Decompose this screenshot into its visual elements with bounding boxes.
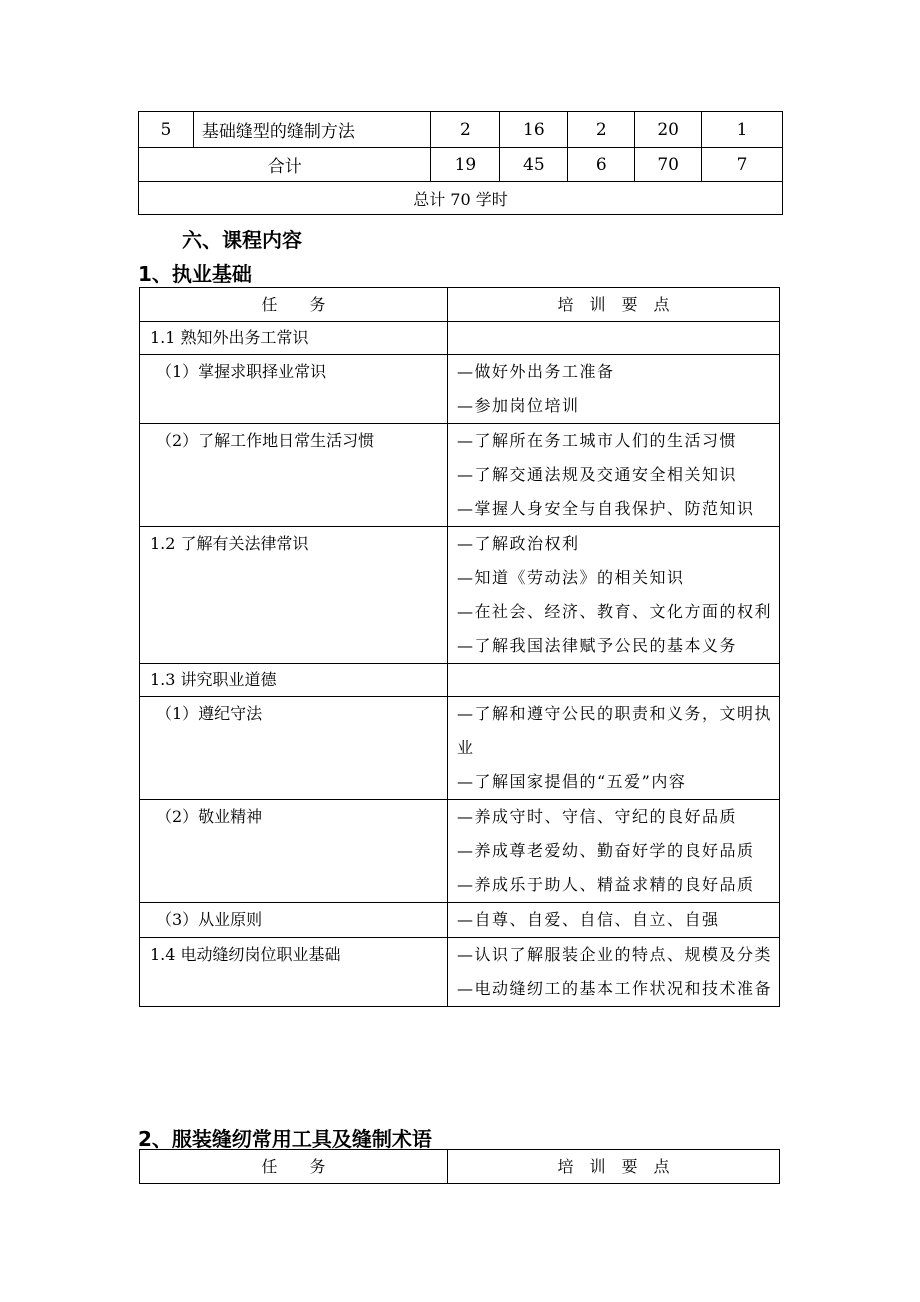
point-item: —自尊、自爱、自信、自立、自强 [457, 910, 720, 929]
summary-table [138, 111, 783, 215]
task-cell: 1.2 了解有关法律常识 [140, 527, 448, 664]
point-item: —了解交通法规及交通安全相关知识 [457, 465, 738, 484]
point-item: —了解政治权利 [457, 534, 580, 553]
points-cell [448, 938, 780, 1007]
points-cell [448, 527, 780, 664]
section-heading-course-content: 六、课程内容 [182, 228, 302, 252]
points-cell [448, 424, 780, 527]
point-item: —了解和遵守公民的职责和义务，文明执业 [457, 704, 773, 757]
total-cell: 6 [568, 148, 635, 182]
point-item: —电动缝纫工的基本工作状况和技术准备 [457, 979, 773, 998]
total-cell: 70 [635, 148, 702, 182]
table-row [140, 424, 780, 527]
hours-cell: 2 [568, 112, 635, 148]
course-table-2 [139, 1149, 780, 1184]
total-cell: 19 [431, 148, 500, 182]
points-cell [448, 664, 780, 697]
point-item: —了解国家提倡的“五爱”内容 [457, 772, 687, 791]
point-item: —认识了解服装企业的特点、规模及分类 [457, 945, 773, 964]
points-cell [448, 903, 780, 938]
hours-cell: 16 [500, 112, 568, 148]
total-row [139, 148, 783, 182]
points-cell [448, 322, 780, 355]
point-item: —养成守时、守信、守纪的良好品质 [457, 807, 738, 826]
point-item: —参加岗位培训 [457, 396, 580, 415]
total-cell: 45 [500, 148, 568, 182]
point-item: —做好外出务工准备 [457, 362, 615, 381]
task-cell: （1）遵纪守法 [140, 697, 448, 800]
header-points: 培 训 要 点 [448, 1150, 780, 1184]
table-row [140, 800, 780, 903]
grand-total: 总计 70 学时 [139, 182, 783, 215]
row-number: 5 [139, 112, 194, 148]
table-row [140, 322, 780, 355]
section-heading-1: 1、执业基础 [138, 262, 252, 286]
task-cell: 1.4 电动缝纫岗位职业基础 [140, 938, 448, 1007]
table-header-row [140, 1150, 780, 1184]
section-heading-2: 2、服装缝纫常用工具及缝制术语 [138, 1127, 432, 1151]
points-cell [448, 355, 780, 424]
header-task: 任 务 [140, 1150, 448, 1184]
task-cell: （1）掌握求职择业常识 [140, 355, 448, 424]
point-item: —知道《劳动法》的相关知识 [457, 568, 685, 587]
points-cell [448, 800, 780, 903]
course-table-1 [139, 287, 780, 1007]
grand-total-row [139, 182, 783, 215]
course-name: 基础缝型的缝制方法 [193, 112, 431, 148]
table-row [140, 355, 780, 424]
hours-cell: 2 [431, 112, 500, 148]
total-cell: 7 [702, 148, 783, 182]
point-item: —养成尊老爱幼、勤奋好学的良好品质 [457, 841, 755, 860]
header-points: 培 训 要 点 [448, 288, 780, 322]
points-cell [448, 697, 780, 800]
table-row [140, 938, 780, 1007]
task-cell: 1.3 讲究职业道德 [140, 664, 448, 697]
table-row [140, 664, 780, 697]
table-row [140, 697, 780, 800]
point-item: —养成乐于助人、精益求精的良好品质 [457, 875, 755, 894]
table-row [140, 527, 780, 664]
hours-cell: 20 [635, 112, 702, 148]
task-cell: （2）了解工作地日常生活习惯 [140, 424, 448, 527]
point-item: —在社会、经济、教育、文化方面的权利 [457, 602, 773, 621]
table-header-row [140, 288, 780, 322]
task-cell: 1.1 熟知外出务工常识 [140, 322, 448, 355]
table-row [140, 903, 780, 938]
total-label: 合计 [139, 148, 431, 182]
header-task: 任 务 [140, 288, 448, 322]
hours-cell: 1 [702, 112, 783, 148]
point-item: —了解我国法律赋予公民的基本义务 [457, 636, 738, 655]
task-cell: （2）敬业精神 [140, 800, 448, 903]
task-cell: （3）从业原则 [140, 903, 448, 938]
table-row [139, 112, 783, 148]
point-item: —掌握人身安全与自我保护、防范知识 [457, 499, 755, 518]
point-item: —了解所在务工城市人们的生活习惯 [457, 431, 738, 450]
